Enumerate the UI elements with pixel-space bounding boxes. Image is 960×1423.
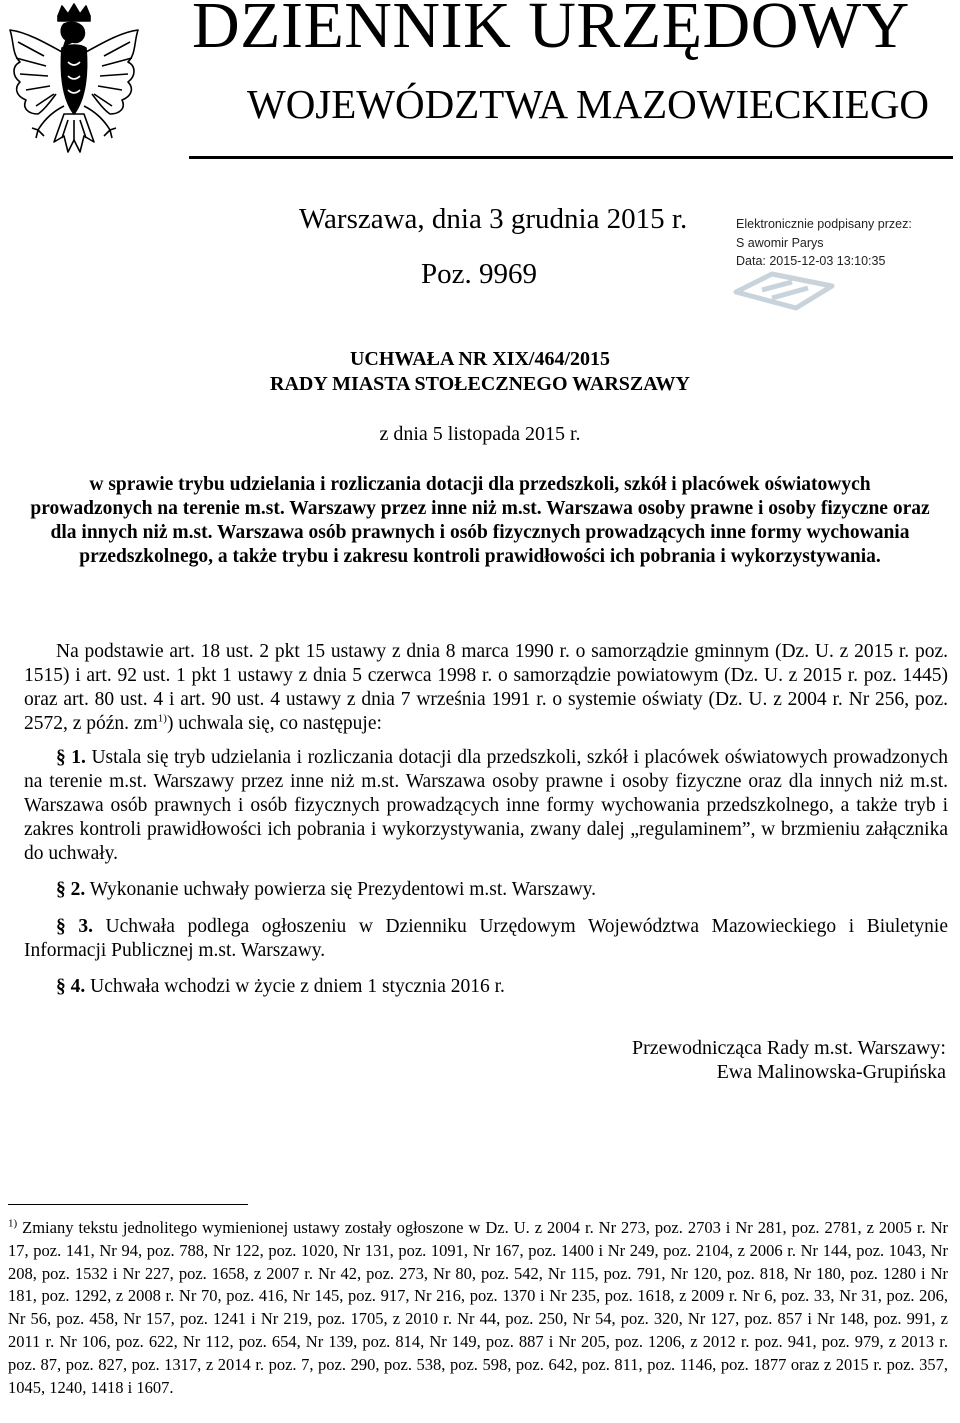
section-text: Uchwała podlega ogłoszeniu w Dzienniku Urzędowym Województwa Mazowieckiego i Biuletynie Informacji Publicznej m.st. Warszawy. (24, 916, 948, 961)
resolution-date: z dnia 5 listopada 2015 r. (379, 423, 581, 445)
section-4 (24, 975, 948, 999)
section-text: Wykonanie uchwały powierza się Prezydentowi m.st. Warszawy. (85, 879, 597, 900)
section-text: Ustala się tryb udzielania i rozliczania dotacji dla przedszkoli, szkół i placówek oświatowych prowadzonych na terenie m.st. Warszawy przez inne niż m.st. Warszawa osoby prawne i osoby fizyczne oraz dla innych niż m.st. Warszawa osób prawnych i osób fizycznych prowadzących inne formy wychowania przedszkolnego, a także tryb i zakres kontroli prawidłowości ich pobrania i wykorzystywania, zwany dalej „regulaminem”, w brzmieniu załącznika do uchwały. (24, 747, 948, 864)
journal-subtitle: WOJEWÓDZTWA MAZOWIECKIEGO (247, 81, 930, 127)
footnote-reference: 1) (157, 712, 167, 725)
signatory-title: Przewodnicząca Rady m.st. Warszawy: (631, 1037, 946, 1059)
preamble-text: Na podstawie art. 18 ust. 2 pkt 15 ustawy z dnia 8 marca 1990 r. o samorządzie gminnym (Dz. U. z 2015 r. poz. 1515) i art. 92 ust. 1 pkt 1 ustawy z dnia 5 czerwca 1998 r. o samorządzie powiatowym (Dz. U. z 2015 r. poz. 1445) oraz art. 80 ust. 4 i art. 90 ust. 4 ustawy z dnia 7 września 1991 r. o systemie oświaty (Dz. U. z 2004 r. Nr 256, poz. 2572, z późn. zm (24, 641, 948, 734)
signature-label: Elektronicznie podpisany przez: (736, 217, 912, 231)
section-number: § 1. (56, 747, 86, 768)
signature-logo-icon (732, 266, 844, 314)
section-text: Uchwała wchodzi w życie z dniem 1 stycznia 2016 r. (85, 976, 505, 997)
footnote-marker: 1) (8, 1217, 18, 1230)
electronic-signature-stamp (732, 214, 952, 306)
footnote-divider (8, 1204, 248, 1205)
section-number: § 3. (56, 916, 93, 937)
section-3 (24, 915, 948, 963)
signature-signer: S awomir Parys (736, 236, 824, 250)
resolution-subject: w sprawie trybu udzielania i rozliczania dotacji dla przedszkoli, szkół i placówek oświatowych prowadzonych na terenie m.st. Warszawy przez inne niż m.st. Warszawa osoby prawne i osoby fizyczne oraz dla innych niż m.st. Warszawa osób prawnych i osób fizycznych prowadzących inne formy wychowania przedszkolnego, a także trybu i zakresu kontroli prawidłowości ich pobrania i wykorzystywania. (30, 474, 930, 567)
publication-date: Warszawa, dnia 3 grudnia 2015 r. (299, 203, 688, 235)
signature-date: Data: 2015-12-03 13:10:35 (736, 254, 886, 268)
polish-eagle-emblem-icon (4, 2, 144, 170)
section-number: § 2. (56, 879, 86, 900)
resolution-issuer: RADY MIASTA STOŁECZNEGO WARSZAWY (270, 373, 690, 395)
preamble-text-end: ) uchwala się, co następuje: (166, 713, 382, 734)
footnote-text: Zmiany tekstu jednolitego wymienionej ustawy zostały ogłoszone w Dz. U. z 2004 r. Nr 273, poz. 2703 i Nr 281, poz. 2781, z 2005 r. Nr 17, poz. 141, Nr 94, poz. 788, Nr 122, poz. 1020, Nr 131, poz. 1091, Nr 167, poz. 1400 i Nr 249, poz. 2104, z 2006 r. Nr 144, poz. 1043, Nr 208, poz. 1532 i Nr 227, poz. 1658, z 2007 r. Nr 42, poz. 273, Nr 80, poz. 542, Nr 115, poz. 791, Nr 120, poz. 818, Nr 180, poz. 1280 i Nr 181, poz. 1292, z 2008 r. Nr 70, poz. 416, Nr 145, poz. 917, Nr 216, poz. 1370 i Nr 235, poz. 1618, z 2009 r. Nr 6, poz. 33, Nr 31, poz. 206, Nr 56, poz. 458, Nr 157, poz. 1241 i Nr 219, poz. 1705, z 2010 r. Nr 44, poz. 250, Nr 54, poz. 320, Nr 127, poz. 857 i Nr 148, poz. 991, z 2011 r. Nr 106, poz. 622, Nr 112, poz. 654, Nr 139, poz. 814, Nr 149, poz. 887 i Nr 205, poz. 1206, z 2012 r. poz. 941, poz. 979, z 2013 r. poz. 87, poz. 827, poz. 1317, z 2014 r. poz. 7, poz. 290, poz. 538, poz. 598, poz. 642, poz. 811, poz. 1146, poz. 1877 oraz z 2015 r. poz. 357, 1045, 1240, 1418 i 1607. (8, 1218, 948, 1397)
section-number: § 4. (56, 976, 86, 997)
preamble (24, 640, 948, 736)
section-1 (24, 746, 948, 866)
resolution-number: UCHWAŁA NR XIX/464/2015 (349, 348, 611, 370)
footnote (8, 1217, 948, 1399)
section-2 (24, 878, 948, 902)
signatory-name: Ewa Malinowska-Grupińska (716, 1061, 946, 1083)
journal-title: DZIENNIK URZĘDOWY (192, 0, 910, 62)
header-divider (189, 156, 953, 159)
position-number: Poz. 9969 (421, 258, 537, 290)
